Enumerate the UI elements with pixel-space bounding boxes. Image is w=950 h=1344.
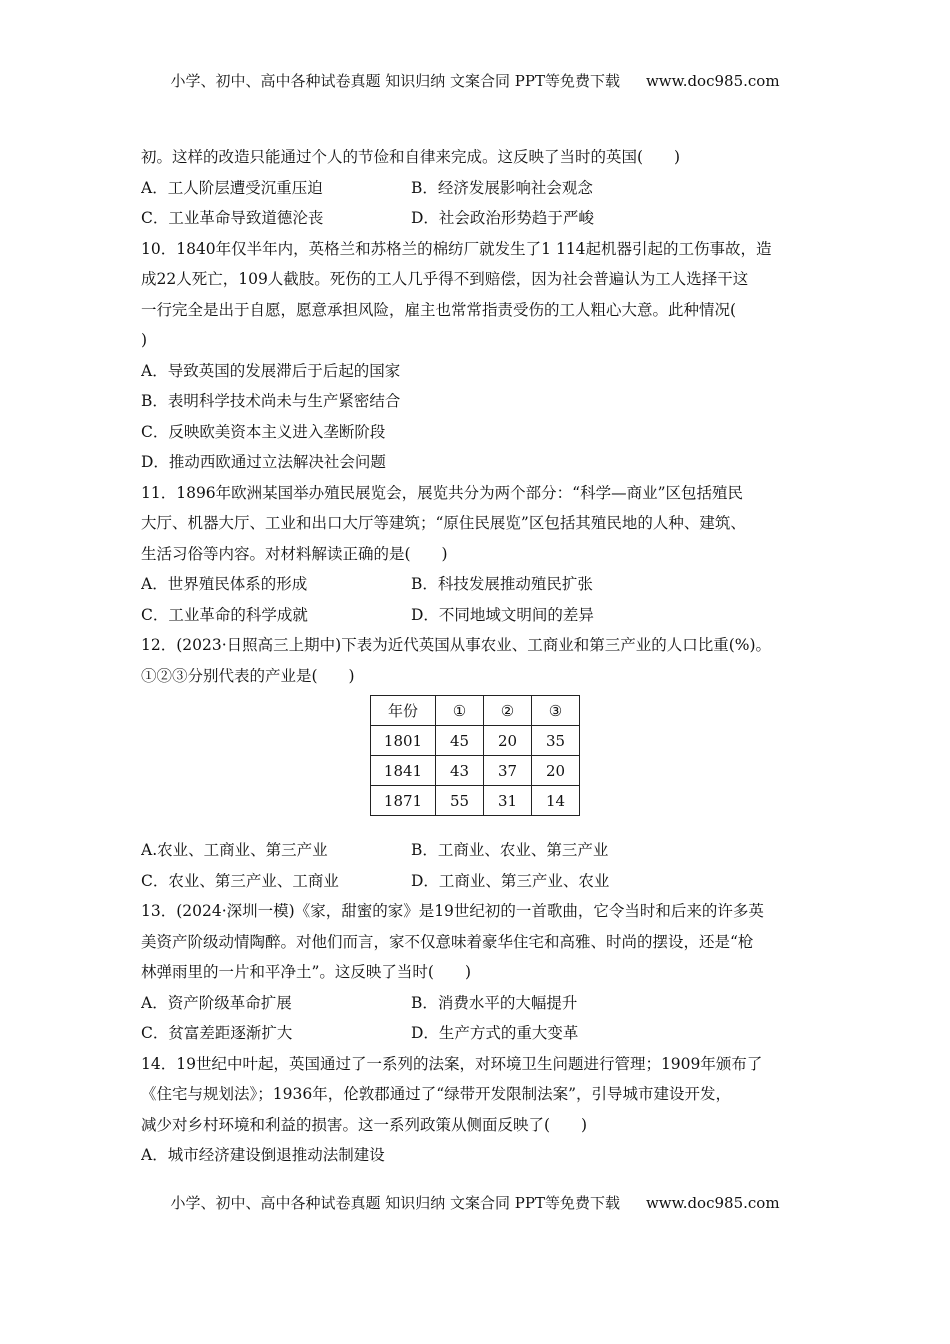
q9-option-b[interactable]: B．经济发展影响社会观念 [411,178,593,197]
q9-option-d[interactable]: D．社会政治形势趋于严峻 [411,209,594,227]
q10-stem-line-2: 成22人死亡，109人截肢。死伤的工人几乎得不到赔偿，因为社会普遍认为工人选择干这 [141,270,749,288]
footer-text: 小学、初中、高中各种试卷真题 知识归纳 文案合同 PPT等免费下载 [170,1194,620,1212]
table-cell: 45 [436,726,484,756]
q10-option-c[interactable]: C．反映欧美资本主义进入垄断阶段 [141,422,386,441]
q11-options-ab [141,569,813,600]
table-cell: 35 [532,726,580,756]
q13-options-cd [141,1018,813,1049]
q13-option-c[interactable]: C．贫富差距逐渐扩大 [141,1024,293,1042]
q11-option-a[interactable]: A．世界殖民体系的形成 [141,575,308,593]
q13-stem-line-3: 林弹雨里的一片和平净土”。这反映了当时( ) [141,963,472,981]
q11-option-c[interactable]: C．工业革命的科学成就 [141,605,308,624]
q13-stem-line-2: 美资产阶级动情陶醉。对他们而言，家不仅意味着豪华住宅和高雅、时尚的摆设，还是“枪 [141,932,754,951]
q12-option-d[interactable]: D．工商业、第三产业、农业 [411,871,610,890]
q12-stem-line-1: 12．(2023·日照高三上期中)下表为近代英国从事农业、工商业和第三产业的人口比重(%)。 [141,636,772,654]
table-row [371,786,580,816]
q10-stem-line-4: ) [141,331,148,349]
q11-stem-line-1: 11．1896年欧洲某国举办殖民展览会，展览共分为两个部分：“科学—商业”区包括殖民 [141,483,744,502]
q14-stem-line-3: 减少对乡村环境和利益的损害。这一系列政策从侧面反映了( ) [141,1115,588,1134]
q13-option-b[interactable]: B．消费水平的大幅提升 [411,993,578,1012]
table-header-cell: ③ [532,696,580,726]
header-text: 小学、初中、高中各种试卷真题 知识归纳 文案合同 PPT等免费下载 [170,72,620,90]
table-cell: 1841 [371,756,436,786]
q12-options-cd [141,866,813,897]
q12-option-a[interactable]: A.农业、工商业、第三产业 [141,841,328,859]
q11-options-cd [141,600,813,631]
q14-stem-line-1: 14．19世纪中叶起，英国通过了一系列的法案，对环境卫生问题进行管理；1909年颁布了 [141,1054,763,1073]
header-url[interactable]: www.doc985.com [645,72,780,90]
q12-options-ab [141,835,813,866]
table-header-cell: 年份 [371,696,436,726]
q14-stem-line-2: 《住宅与规划法》；1936年，伦敦郡通过了“绿带开发限制法案”，引导城市建设开发， [141,1085,732,1103]
q11-option-d[interactable]: D．不同地域文明间的差异 [411,605,594,624]
table-cell: 20 [484,726,532,756]
table-cell: 31 [484,786,532,816]
table-cell: 20 [532,756,580,786]
q11-stem-line-3: 生活习俗等内容。对材料解读正确的是( ) [141,544,448,563]
q10-option-a[interactable]: A．导致英国的发展滞后于后起的国家 [141,361,401,380]
q13-option-a[interactable]: A．资产阶级革命扩展 [141,993,292,1012]
exam-content [141,142,813,1171]
q10-stem-line-3: 一行完全是出于自愿，愿意承担风险，雇主也常常指责受伤的工人粗心大意。此种情况( [141,300,737,319]
q11-option-b[interactable]: B．科技发展推动殖民扩张 [411,575,593,593]
page-footer [0,1192,950,1213]
q12-option-b[interactable]: B．工商业、农业、第三产业 [411,841,609,859]
table-row [371,726,580,756]
table-cell: 14 [532,786,580,816]
q13-stem-line-1: 13．(2024·深圳一模)《家，甜蜜的家》是19世纪初的一首歌曲，它令当时和后来的许多英 [141,902,764,920]
footer-url[interactable]: www.doc985.com [645,1194,780,1212]
q12-option-c[interactable]: C．农业、第三产业、工商业 [141,871,339,890]
spacer [141,819,813,835]
q11-stem-line-2: 大厅、机器大厅、工业和出口大厅等建筑；“原住民展览”区包括其殖民地的人种、建筑、 [141,514,746,532]
q14-option-a[interactable]: A．城市经济建设倒退推动法制建设 [141,1146,385,1164]
q9-stem: 初。这样的改造只能通过个人的节俭和自律来完成。这反映了当时的英国( ) [141,148,681,166]
q10-option-d[interactable]: D．推动西欧通过立法解决社会问题 [141,453,386,471]
q13-options-ab [141,988,813,1019]
q10-stem-line-1: 10．1840年仅半年内，英格兰和苏格兰的棉纺厂就发生了1 114起机器引起的工伤事故，造 [141,239,772,258]
q9-option-a[interactable]: A．工人阶层遭受沉重压迫 [141,178,323,197]
q9-options-cd [141,203,813,234]
q12-stem-line-2: ①②③分别代表的产业是( ) [141,666,355,685]
q9-option-c[interactable]: C．工业革命导致道德沦丧 [141,209,324,227]
table-header-row [371,696,580,726]
table-cell: 1801 [371,726,436,756]
q12-data-table [370,695,580,816]
table-cell: 37 [484,756,532,786]
page-header [0,70,950,91]
table-header-cell: ② [484,696,532,726]
table-header-cell: ① [436,696,484,726]
table-cell: 55 [436,786,484,816]
table-cell: 43 [436,756,484,786]
q10-option-b[interactable]: B．表明科学技术尚未与生产紧密结合 [141,392,401,410]
q13-option-d[interactable]: D．生产方式的重大变革 [411,1024,579,1042]
q12-table-wrapper [141,691,813,819]
q9-options-ab [141,173,813,204]
table-row [371,756,580,786]
table-cell: 1871 [371,786,436,816]
